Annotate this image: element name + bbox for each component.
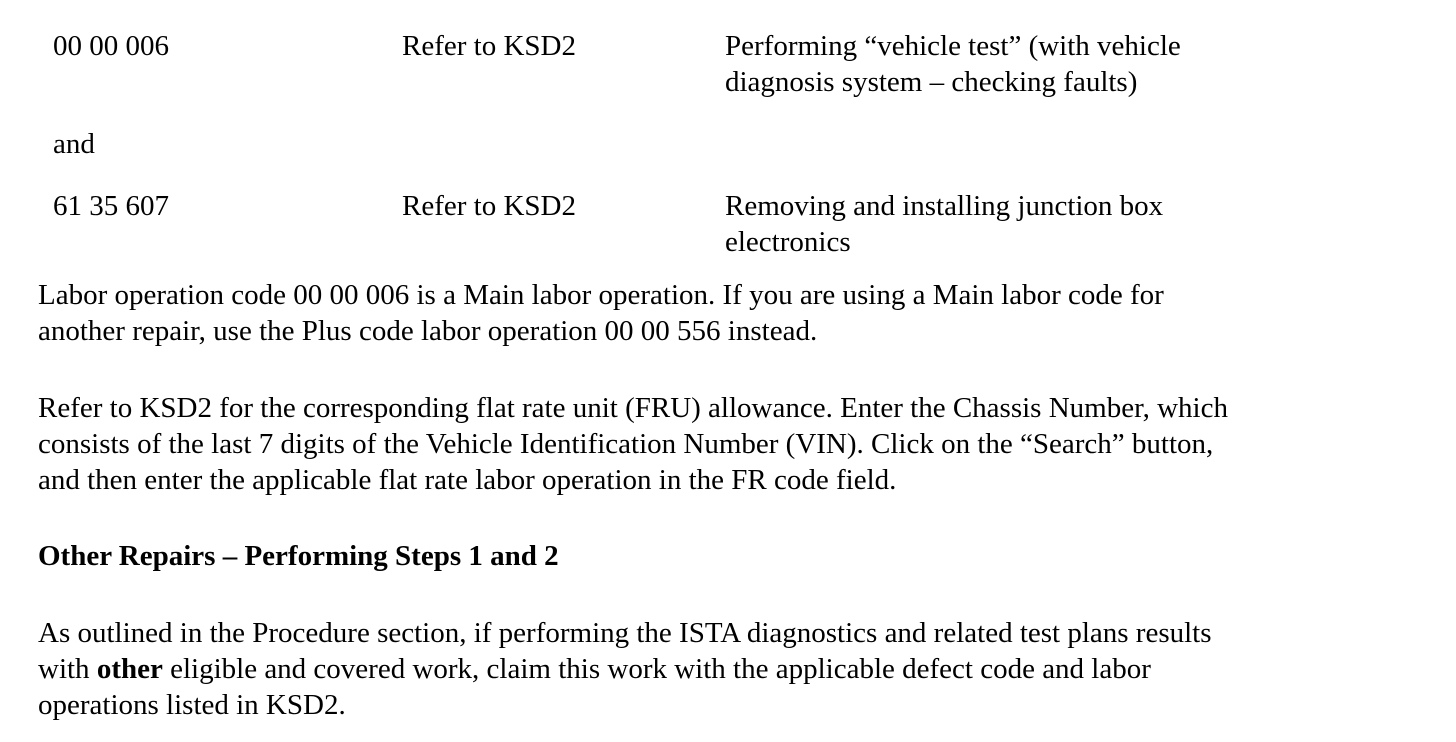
section-heading: Other Repairs – Performing Steps 1 and 2 — [38, 540, 559, 572]
paragraph-line: another repair, use the Plus code labor operation 00 00 556 instead. — [38, 315, 818, 347]
paragraph-line: consists of the last 7 digits of the Vehicle Identification Number (VIN). Click on the “Search” button, — [38, 428, 1214, 460]
reference: Refer to KSD2 — [402, 190, 576, 222]
labor-code: 00 00 006 — [53, 30, 169, 62]
labor-code: 61 35 607 — [53, 190, 169, 222]
paragraph-line: Refer to KSD2 for the corresponding flat rate unit (FRU) allowance. Enter the Chassis Number, which — [38, 392, 1228, 424]
description — [725, 188, 1325, 260]
main-labor-paragraph — [38, 277, 1438, 349]
line-suffix: eligible and covered work, claim this work with the applicable defect code and labor — [162, 653, 1151, 685]
description — [725, 28, 1325, 100]
line-prefix: with — [38, 653, 97, 685]
emphasis-other: other — [96, 653, 163, 685]
description-line: diagnosis system – checking faults) — [725, 66, 1138, 98]
paragraph-line: operations listed in KSD2. — [38, 689, 346, 721]
paragraph-line: and then enter the applicable flat rate labor operation in the FR code field. — [38, 464, 897, 496]
description-line: Removing and installing junction box — [725, 190, 1164, 222]
description-line: electronics — [725, 226, 851, 258]
reference: Refer to KSD2 — [402, 30, 576, 62]
connector-text: and — [53, 128, 95, 160]
other-repairs-paragraph — [38, 615, 1438, 723]
paragraph-line: Labor operation code 00 00 006 is a Main labor operation. If you are using a Main labor code for — [38, 279, 1164, 311]
paragraph-line: As outlined in the Procedure section, if performing the ISTA diagnostics and related test plans results — [38, 617, 1212, 649]
paragraph-line — [38, 651, 1438, 687]
fru-paragraph — [38, 390, 1438, 498]
description-line: Performing “vehicle test” (with vehicle — [725, 30, 1181, 62]
